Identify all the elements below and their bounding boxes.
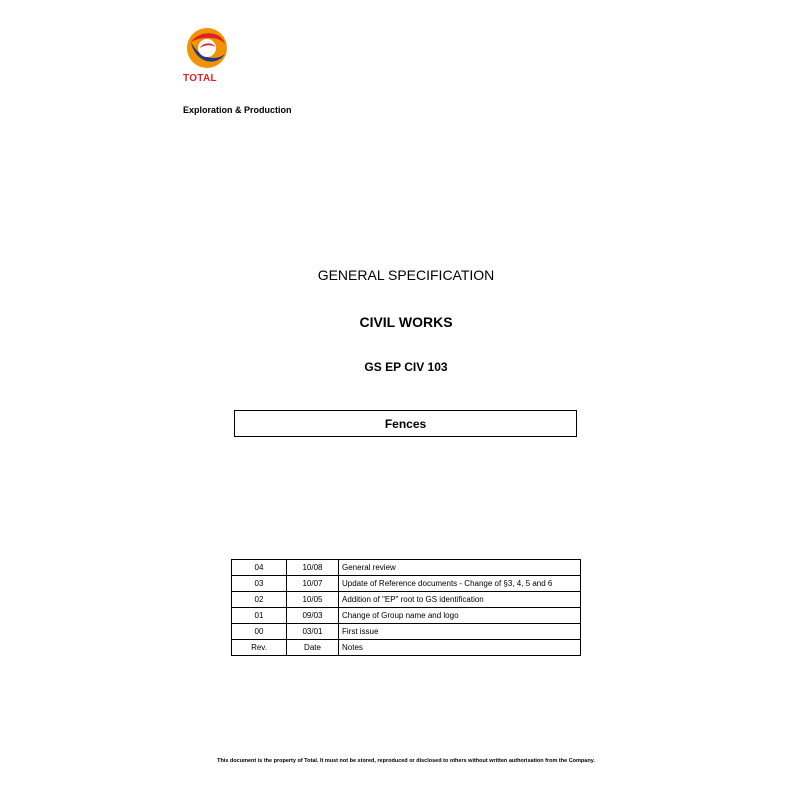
table-row [232, 624, 581, 640]
date-cell: 10/08 [287, 560, 339, 576]
total-logo-icon [185, 26, 229, 70]
spec-type-heading: GENERAL SPECIFICATION [317, 267, 495, 283]
table-row [232, 560, 581, 576]
rev-cell: 04 [232, 560, 287, 576]
rev-cell: 03 [232, 576, 287, 592]
column-header-notes: Notes [339, 640, 581, 656]
date-cell: 03/01 [287, 624, 339, 640]
rev-cell: 00 [232, 624, 287, 640]
date-cell: 09/03 [287, 608, 339, 624]
table-row [232, 576, 581, 592]
notes-cell: First issue [339, 624, 581, 640]
total-logo [183, 26, 231, 86]
notes-cell: Update of Reference documents - Change of §3, 4, 5 and 6 [339, 576, 581, 592]
table-row [232, 592, 581, 608]
date-cell: 10/07 [287, 576, 339, 592]
column-header-date: Date [287, 640, 339, 656]
logo-wordmark: TOTAL [183, 73, 217, 84]
subject-box [234, 410, 577, 437]
notes-cell: Addition of "EP" root to GS identification [339, 592, 581, 608]
table-row [232, 608, 581, 624]
revision-table [231, 559, 581, 656]
date-cell: 10/05 [287, 592, 339, 608]
notes-cell: General review [339, 560, 581, 576]
confidentiality-notice: This document is the property of Total. It must not be stored, reproduced or disclosed to others without written authorisation from the Company. [217, 758, 595, 764]
document-code: GS EP CIV 103 [364, 360, 448, 374]
division-label: Exploration & Production [183, 105, 292, 115]
notes-cell: Change of Group name and logo [339, 608, 581, 624]
column-header-rev: Rev. [232, 640, 287, 656]
rev-cell: 01 [232, 608, 287, 624]
table-header-row [232, 640, 581, 656]
document-title: CIVIL WORKS [359, 314, 453, 330]
rev-cell: 02 [232, 592, 287, 608]
subject-label: Fences [384, 416, 427, 431]
